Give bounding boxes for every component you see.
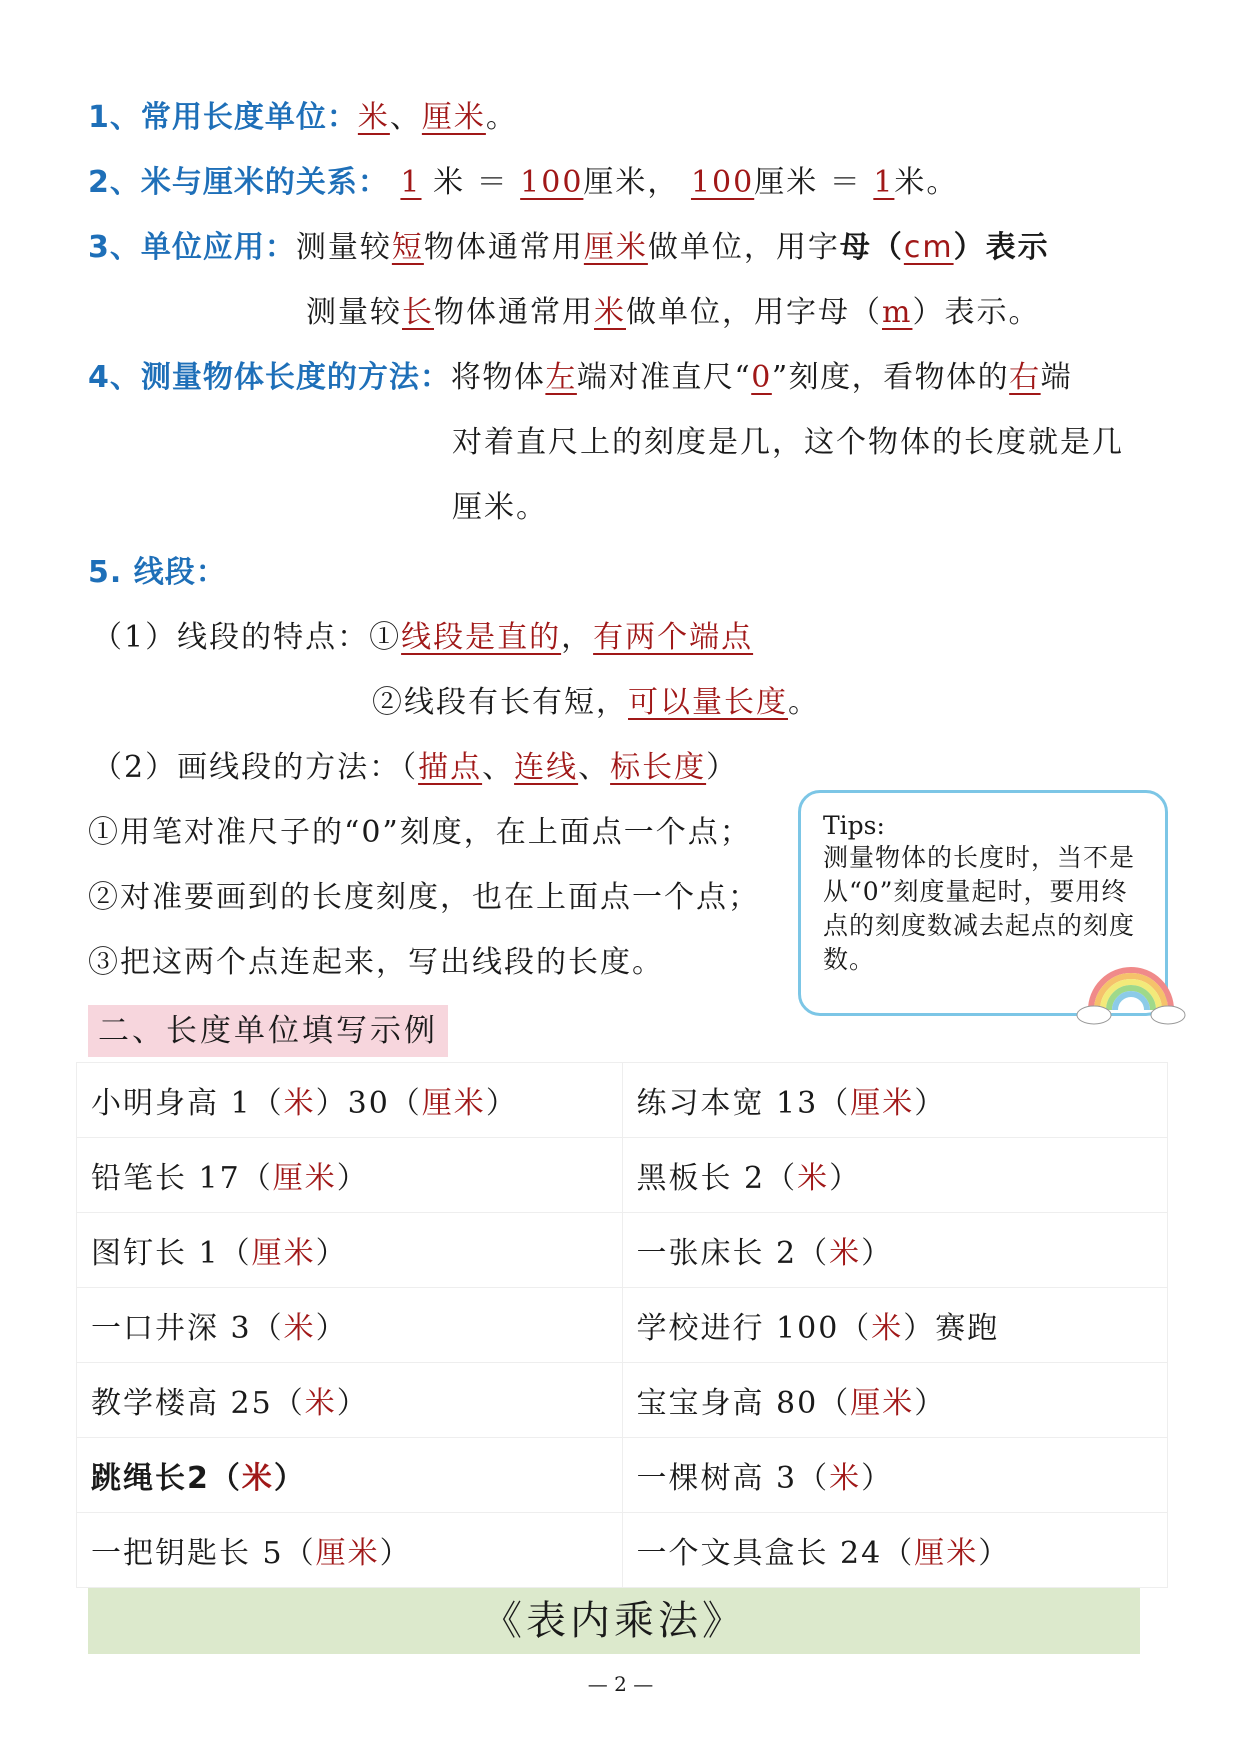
text: 物体通常用 bbox=[423, 230, 584, 265]
text: ”刻度，看物体的 bbox=[771, 360, 1010, 395]
item-4-line-3: 厘米。 bbox=[452, 490, 548, 525]
answer: 连线 bbox=[514, 750, 579, 785]
table-cell bbox=[622, 1513, 1168, 1588]
text: 端 bbox=[1040, 360, 1073, 395]
table-row bbox=[77, 1513, 1168, 1588]
item-1 bbox=[88, 98, 518, 138]
step-3: ③把这两个点连起来，写出线段的长度。 bbox=[88, 945, 664, 980]
text: 做单位，用字 bbox=[647, 230, 840, 265]
text: ） bbox=[379, 1536, 412, 1571]
text: 练习本宽 13（ bbox=[636, 1086, 851, 1121]
text: ②线段有长有短， bbox=[372, 685, 628, 720]
text: 测量较 bbox=[306, 295, 402, 330]
text: ） bbox=[336, 1161, 369, 1196]
item-4-line-2: 对着直尺上的刻度是几，这个物体的长度就是几 bbox=[452, 425, 1124, 460]
text: （1）线段的特点：① bbox=[92, 620, 402, 655]
table-row bbox=[77, 1063, 1168, 1138]
text: 。 bbox=[788, 685, 820, 720]
answer: 100 bbox=[520, 165, 584, 200]
item-1-heading: 1、常用长度单位： bbox=[88, 100, 358, 135]
answer: 米 bbox=[241, 1461, 274, 1496]
text: 一张床长 2（ bbox=[636, 1236, 830, 1271]
answer: 右 bbox=[1009, 360, 1041, 395]
table-cell bbox=[622, 1363, 1168, 1438]
table-cell bbox=[77, 1513, 623, 1588]
answer: 左 bbox=[545, 360, 577, 395]
answer: 厘米 bbox=[251, 1236, 316, 1271]
text: 铅笔长 17（ bbox=[91, 1161, 273, 1196]
answer: 1 bbox=[400, 165, 422, 200]
answer: 米 bbox=[829, 1461, 862, 1496]
text: 小明身高 1（ bbox=[91, 1086, 284, 1121]
text: ） bbox=[914, 1386, 947, 1421]
answer: 米 bbox=[797, 1161, 830, 1196]
table-cell bbox=[77, 1063, 623, 1138]
text: 一口井深 3（ bbox=[91, 1311, 284, 1346]
table-cell bbox=[77, 1438, 623, 1513]
text: ） bbox=[861, 1461, 894, 1496]
text: ） bbox=[273, 1461, 306, 1496]
text: 厘米， bbox=[583, 165, 680, 200]
text: 、 bbox=[578, 750, 611, 785]
item-4-heading: 4、测量物体长度的方法： bbox=[88, 360, 451, 395]
text: 跳绳长2（ bbox=[91, 1461, 242, 1496]
answer: 厘米 bbox=[421, 1086, 486, 1121]
item-2-heading: 2、米与厘米的关系： bbox=[88, 165, 389, 200]
table-row bbox=[77, 1288, 1168, 1363]
answer: 米 bbox=[283, 1086, 316, 1121]
answer: 描点 bbox=[418, 750, 483, 785]
text: 图钉长 1（ bbox=[91, 1236, 252, 1271]
answer: 短 bbox=[391, 230, 424, 265]
text: 一棵树高 3（ bbox=[636, 1461, 830, 1496]
answer: 100 bbox=[690, 165, 755, 200]
answer: 厘米 bbox=[914, 1536, 979, 1571]
answer: m bbox=[882, 295, 913, 330]
tips-body: 测量物体的长度时，当不是从“0”刻度量起时，要用终点的刻度数减去起点的刻度数。 bbox=[823, 843, 1136, 974]
text: ） bbox=[315, 1236, 348, 1271]
text: 教学楼高 25（ bbox=[91, 1386, 305, 1421]
table-cell bbox=[622, 1138, 1168, 1213]
answer: 1 bbox=[873, 165, 895, 200]
text: ）表示。 bbox=[912, 295, 1041, 330]
text: ） bbox=[829, 1161, 862, 1196]
item-5-heading bbox=[88, 553, 227, 593]
text: ）表示 bbox=[953, 230, 1050, 265]
answer: 厘米 bbox=[850, 1386, 915, 1421]
item-4-line-1 bbox=[88, 358, 1072, 398]
answer: 有两个端点 bbox=[593, 620, 754, 655]
answer: 厘米 bbox=[583, 230, 648, 265]
page-number: — 2 — bbox=[587, 1672, 654, 1696]
text: 做单位，用字母（ bbox=[626, 295, 882, 330]
text: ） bbox=[315, 1311, 348, 1346]
tips-title: Tips: bbox=[823, 811, 885, 840]
step-2: ②对准要画到的长度刻度，也在上面点一个点； bbox=[88, 880, 760, 915]
text: 、 bbox=[482, 750, 515, 785]
item-2 bbox=[88, 163, 958, 203]
segment-features bbox=[92, 618, 753, 658]
table-cell bbox=[77, 1288, 623, 1363]
text: 母（ bbox=[839, 230, 904, 265]
text: 将物体 bbox=[450, 360, 546, 395]
text: ， bbox=[561, 620, 594, 655]
text: ） bbox=[336, 1386, 369, 1421]
item-3-line-2 bbox=[306, 293, 1040, 333]
table-cell bbox=[77, 1138, 623, 1213]
text: ） bbox=[706, 750, 739, 785]
table-row bbox=[77, 1363, 1168, 1438]
text: 物体通常用 bbox=[434, 295, 594, 330]
punct: 。 bbox=[485, 100, 518, 135]
table-cell bbox=[77, 1213, 623, 1288]
text: 米。 bbox=[894, 165, 959, 200]
chapter-title: 《表内乘法》 bbox=[88, 1588, 1140, 1654]
table-row bbox=[77, 1213, 1168, 1288]
text: ） bbox=[914, 1086, 947, 1121]
segment-features-2 bbox=[372, 683, 820, 723]
answer: cm bbox=[903, 230, 954, 265]
text: ）30（ bbox=[315, 1086, 422, 1121]
table-cell bbox=[622, 1063, 1168, 1138]
answer: 可以量长度 bbox=[628, 685, 788, 720]
table-cell bbox=[622, 1213, 1168, 1288]
text: 一个文具盒长 24（ bbox=[636, 1536, 915, 1571]
item-3-line-1 bbox=[88, 228, 1050, 268]
answer: 米 bbox=[304, 1386, 337, 1421]
answer: 米 bbox=[357, 100, 390, 135]
text: ） bbox=[978, 1536, 1011, 1571]
text: 黑板长 2（ bbox=[636, 1161, 798, 1196]
answer: 米 bbox=[871, 1311, 904, 1346]
table-row bbox=[77, 1438, 1168, 1513]
item-3-heading: 3、单位应用： bbox=[88, 230, 296, 265]
text: （2）画线段的方法：（ bbox=[92, 750, 419, 785]
answer: 厘米 bbox=[421, 100, 486, 135]
table-cell bbox=[622, 1438, 1168, 1513]
text: 米 ＝ bbox=[433, 165, 509, 200]
heading-text: 5. 线段： bbox=[88, 555, 227, 590]
table-row bbox=[77, 1138, 1168, 1213]
text: ）赛跑 bbox=[903, 1311, 1000, 1346]
answer: 0 bbox=[751, 360, 772, 395]
answer: 厘米 bbox=[315, 1536, 380, 1571]
rainbow-icon bbox=[1076, 955, 1186, 1025]
separator: 、 bbox=[389, 100, 422, 135]
answer: 米 bbox=[829, 1236, 862, 1271]
text: 宝宝身高 80（ bbox=[636, 1386, 851, 1421]
text: ） bbox=[861, 1236, 894, 1271]
step-1: ①用笔对准尺子的“0”刻度，在上面点一个点； bbox=[88, 815, 752, 850]
answer: 长 bbox=[402, 295, 434, 330]
answer: 厘米 bbox=[850, 1086, 915, 1121]
text: 端对准直尺“ bbox=[576, 360, 752, 395]
answer: 米 bbox=[594, 295, 626, 330]
text: 一把钥匙长 5（ bbox=[91, 1536, 316, 1571]
table-cell bbox=[77, 1363, 623, 1438]
table-cell bbox=[622, 1288, 1168, 1363]
text: ） bbox=[485, 1086, 518, 1121]
segment-drawing-method bbox=[92, 748, 738, 788]
text: 厘米 ＝ bbox=[754, 165, 862, 200]
text: 测量较 bbox=[295, 230, 392, 265]
unit-examples-table bbox=[76, 1062, 1168, 1588]
answer: 线段是直的 bbox=[401, 620, 562, 655]
answer: 米 bbox=[283, 1311, 316, 1346]
answer: 标长度 bbox=[610, 750, 707, 785]
text: 学校进行 100（ bbox=[636, 1311, 872, 1346]
section-2-title: 二、长度单位填写示例 bbox=[88, 1005, 448, 1057]
answer: 厘米 bbox=[272, 1161, 337, 1196]
